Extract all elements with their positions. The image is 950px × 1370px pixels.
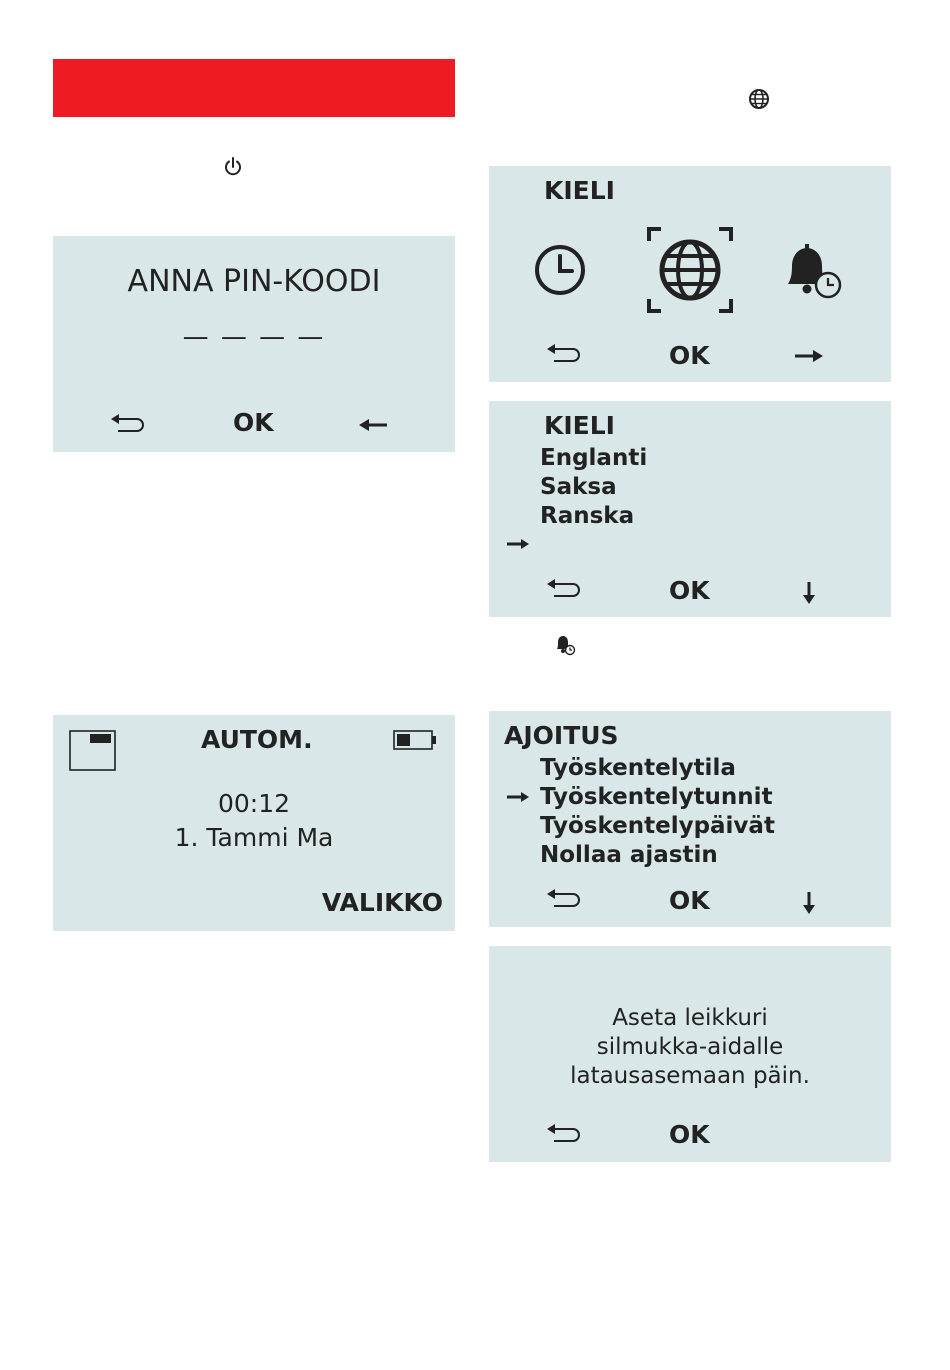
back-arrow-icon[interactable]: [109, 412, 147, 434]
list-item[interactable]: Työskentelypäivät: [540, 813, 775, 839]
instruction-line: latausasemaan päin.: [570, 1063, 810, 1089]
header-bar: [53, 59, 455, 117]
screen-title: AJOITUS: [504, 721, 619, 750]
globe-icon[interactable]: [647, 227, 733, 313]
placement-screen: [489, 946, 891, 1162]
left-arrow-icon[interactable]: [358, 418, 388, 432]
instruction-line: Aseta leikkuri: [612, 1005, 768, 1031]
selector-arrow-icon: [506, 791, 530, 803]
pin-screen: [53, 236, 455, 452]
screen-title: KIELI: [544, 176, 615, 205]
time-display: 00:12: [217, 789, 291, 818]
ok-button[interactable]: OK: [669, 576, 710, 605]
list-item[interactable]: Saksa: [540, 474, 617, 500]
schedule-screen: [489, 711, 891, 927]
bell-clock-icon: [553, 634, 577, 656]
instruction-line: silmukka-aidalle: [596, 1034, 784, 1060]
instruction-text: [489, 1004, 891, 1091]
selector-arrow-icon: [506, 538, 530, 550]
ok-button[interactable]: OK: [669, 341, 710, 370]
globe-icon: [748, 88, 770, 110]
mode-label: AUTOM.: [201, 725, 313, 754]
ok-button[interactable]: OK: [233, 408, 274, 437]
pin-entry-field[interactable]: — — — —: [182, 322, 326, 352]
menu-button[interactable]: VALIKKO: [321, 888, 443, 917]
language-icons-screen: [489, 166, 891, 382]
power-icon: [222, 156, 244, 178]
list-item[interactable]: Ranska: [540, 503, 635, 529]
down-arrow-icon[interactable]: [802, 581, 816, 605]
back-arrow-icon[interactable]: [545, 1122, 583, 1144]
clock-icon[interactable]: [534, 244, 586, 296]
list-item[interactable]: Työskentelytila: [540, 755, 736, 781]
down-arrow-icon[interactable]: [802, 891, 816, 915]
ok-button[interactable]: OK: [669, 1120, 710, 1149]
right-arrow-icon[interactable]: [794, 349, 824, 363]
list-item[interactable]: Englanti: [540, 445, 648, 471]
back-arrow-icon[interactable]: [545, 577, 583, 599]
list-item[interactable]: Nollaa ajastin: [540, 842, 718, 868]
ok-button[interactable]: OK: [669, 886, 710, 915]
battery-icon: [393, 730, 437, 750]
back-arrow-icon[interactable]: [545, 342, 583, 364]
date-display: 1. Tammi Ma: [174, 823, 334, 852]
home-screen: [53, 715, 455, 931]
language-list-screen: [489, 401, 891, 617]
screen-title: KIELI: [544, 411, 615, 440]
mower-status-icon: [69, 730, 117, 772]
bell-clock-icon[interactable]: [785, 244, 845, 300]
back-arrow-icon[interactable]: [545, 887, 583, 909]
list-item-selected[interactable]: Työskentelytunnit: [540, 784, 773, 810]
pin-title: ANNA PIN-KOODI: [127, 264, 381, 299]
